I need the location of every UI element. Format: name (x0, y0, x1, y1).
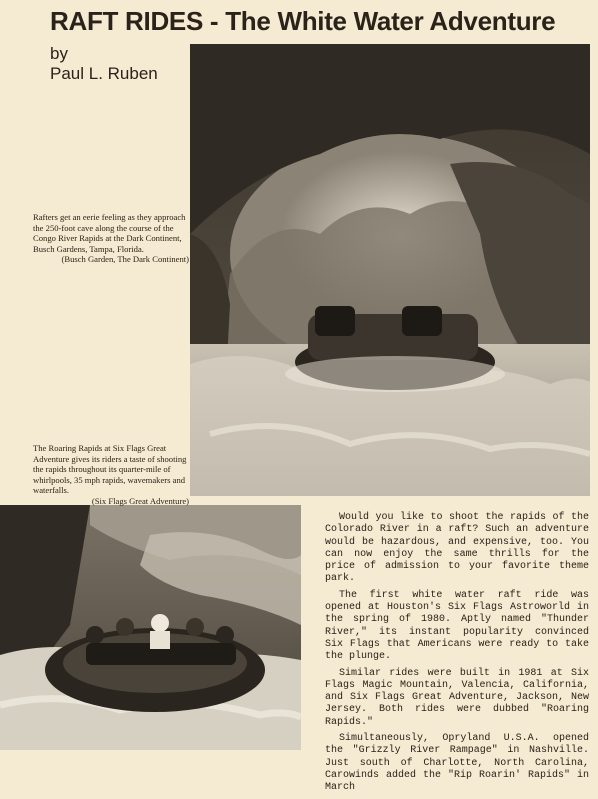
caption-credit: (Six Flags Great Adventure) (91, 495, 189, 506)
article-body (325, 512, 589, 799)
caption-text: The Roaring Rapids at Six Flags Great Adventure gives its riders a taste of shooting the rapids throughout its quarter-mile of whirlpools, 35 mph rapids, wavemakers and waterfalls. (33, 443, 187, 496)
byline-author: Paul L. Ruben (50, 64, 158, 83)
article-paragraph: Would you like to shoot the rapids of the Colorado River in a raft? Such an adventure would be hazardous, and expensive, too. You can now enjoy the same thrills for the price of admission to your favorite theme park. (325, 512, 589, 585)
cave-photo-caption (33, 212, 191, 265)
caption-credit: (Busch Garden, The Dark Continent) (61, 254, 189, 265)
byline-by: by (50, 44, 68, 63)
rapids-photo-caption (33, 443, 191, 507)
article-paragraph: Similar rides were built in 1981 at Six Flags Magic Mountain, Valencia, California, and Six Flags Great Adventure, Jackson, New Jersey. Both rides were dubbed "Roaring Rapids." (325, 667, 589, 728)
cave-raft-photo (190, 44, 590, 496)
article-paragraph: The first white water raft ride was opened at Houston's Six Flags Astroworld in the spring of 1980. Aptly named "Thunder River," its instant popularity convinced Six Flags that Americans were ready to take the plunge. (325, 589, 589, 663)
headline: RAFT RIDES - The White Water Adventure (50, 6, 556, 36)
article-paragraph: Simultaneously, Opryland U.S.A. opened the "Grizzly River Rampage" in Nashville. Just south of Charlotte, North Carolina, Carowinds added the "Rip Roarin' Rapids" in March (325, 733, 589, 794)
caption-text: Rafters get an eerie feeling as they approach the 250-foot cave along the course of the Congo River Rapids at the Dark Continent, Busch Gardens, Tampa, Florida. (33, 212, 186, 254)
roaring-rapids-photo (0, 505, 301, 750)
